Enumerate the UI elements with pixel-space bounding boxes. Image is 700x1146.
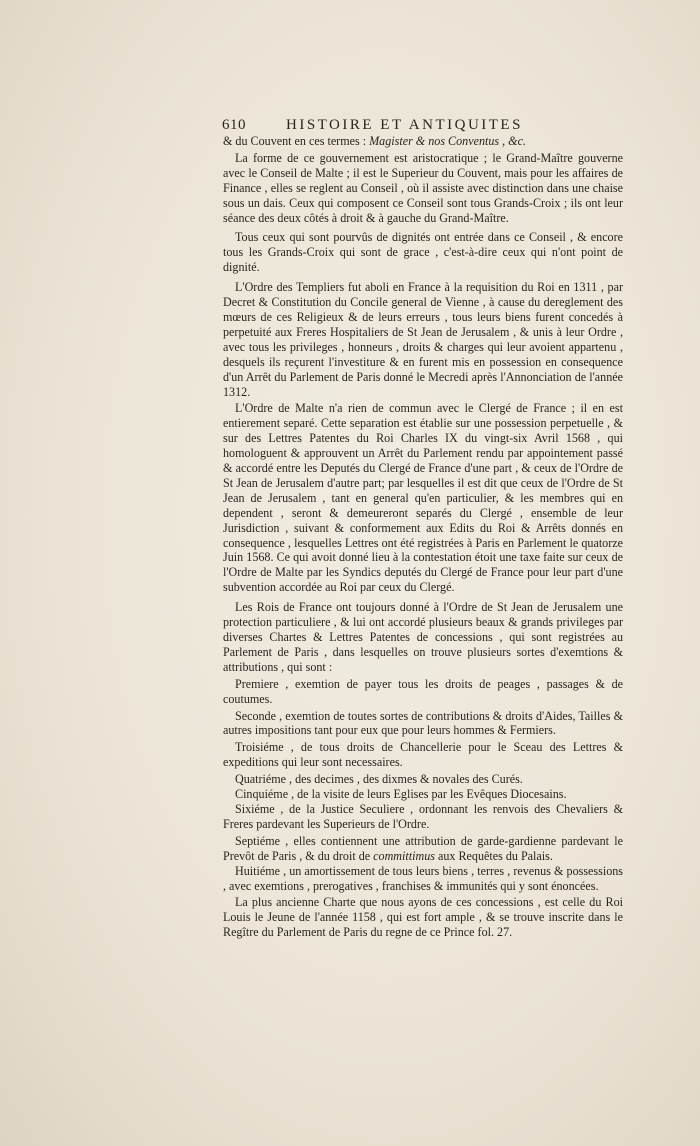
paragraph-5 [223,401,623,595]
paragraph-1-text: & du Couvent en ces termes : [223,134,370,148]
paragraph-4-text: L'Ordre des Templiers fut aboli en France à la requisition du Roi en 1311 , par Decret & Constitution du Concile general de Vienne , à cause du dereglement des mœurs de ces Religieux & de leurs erreurs , tous leurs biens furent concedés à perpetuité aux Freres Hospitaliers de St Jean de Jerusalem , & unis à leur Ordre , avec tous les privileges , honneurs , droits & charges qui leur avoient appartenu , desquels ils reçurent l'investiture & en furent mis en possession en consequence d'un Arrêt du Parlement de Paris donné le Mecredi après l'Annonciation de l'année 1312. [223,280,623,399]
paragraph-2 [223,151,623,226]
paragraph-11-text: Cinquiéme , de la visite de leurs Eglises par les Evêques Diocesains. [235,787,567,802]
paragraph-7-text: Premiere , exemtion de payer tous les droits de peages , passages & de coutumes. [223,676,623,706]
paragraph-6 [223,600,623,675]
paragraph-9 [223,740,623,770]
paragraph-11 [223,787,623,802]
paragraph-1 [223,134,623,149]
paragraph-13-text: Septiéme , elles contiennent une attribution de garde-gardienne pardevant le Prevôt de Paris , & du droit de [223,833,623,863]
paragraph-12 [223,802,623,832]
paragraph-10-text: Quatriéme , des decimes , des dixmes & novales des Curés. [235,772,523,787]
paragraph-13-tail: aux Requêtes du Palais. [434,848,553,863]
paragraph-3 [223,230,623,275]
paragraph-2-text: La forme de ce gouvernement est aristocratique ; le Grand-Maître gouverne avec le Conseil de Malte ; il est le Superieur du Couvent, mais pour les affaires de Finance , elles se reglent au Conseil , où il assiste avec distinction dans une chaise sous un dais. Ceux qui composent ce Conseil sont tous Grands-Croix ; ils ont leur séance des deux côtés à droit & à gauche du Grand-Maître. [223,150,623,225]
paragraph-13 [223,834,623,864]
paragraph-9-text: Troisiéme , de tous droits de Chancellerie pour le Sceau des Lettres & expeditions qui leur sont necessaires. [223,740,623,770]
paragraph-15 [223,895,623,940]
paragraph-5-text: L'Ordre de Malte n'a rien de commun avec le Clergé de France ; il en est entierement separé. Cette separation est établie sur une possession perpetuelle , & sur des Lettres Patentes du Roi Charles IX du vingt-six Avril 1568 , qui homologuent & approuvent un Arrêt du Parlement rendu par appointement passé & accordé entre les Deputés du Clergé de France d'une part , & ceux de l'Ordre de St Jean de Jerusalem d'autre part; par lesquelles il est dit que ceux de l'Ordre de St Jean de Jerusalem , tant en general qu'en particulier, & les membres qui en dependent , seront & demeureront separés du Clergé , ensemble de leur Jurisdiction , suivant & conformement aux Edits du Roi & Arrêts donnés en consequence , lesquelles Lettres ont été registrées à Paris en Parlement le quatorze Juin 1568. Ce qui avoit donné lieu à la contestation étoit une taxe faite sur ceux de l'Ordre de Malte par les Syndics deputés du Clergé de France pour leur part d'une subvention accordée au Roi par ceux du Clergé. [223,401,623,595]
paragraph-6-text: Les Rois de France ont toujours donné à l'Ordre de St Jean de Jerusalem une protection particuliere , & lui ont accordé plusieurs beaux & grands privileges par diverses Chartes & Lettres Patentes de concessions , qui sont registrées au Parlement de Paris , dans lesquelles on trouve plusieurs sortes d'exemtions & attributions , qui sont : [223,600,623,674]
paragraph-15-text: La plus ancienne Charte que nous ayons de ces concessions , est celle du Roi Louis le Jeune de l'année 1158 , qui est fort ample , & se trouve inscrite dans le Regître du Parlement de Paris du regne de ce Prince fol. 27. [223,895,623,940]
paragraph-8-text: Seconde , exemtion de toutes sortes de contributions & droits d'Aides, Tailles & autres impositions tant pour eux que pour leurs hommes & Fermiers. [223,708,623,738]
paragraph-7 [223,677,623,707]
page-body [223,134,623,940]
paragraph-12-text: Sixiéme , de la Justice Seculiere , ordonnant les renvois des Chevaliers & Freres pardevant les Superieurs de l'Ordre. [223,801,623,831]
paragraph-8 [223,709,623,739]
paragraph-1-italic: Magister & nos Conventus , &c. [369,134,526,148]
paragraph-14-text: Huitiéme , un amortissement de tous leurs biens , terres , revenus & possessions , avec exemtions , prerogatives , franchises & immunités qui y sont énoncées. [223,863,623,893]
paragraph-4 [223,280,623,399]
paragraph-10 [223,772,623,787]
paragraph-3-text: Tous ceux qui sont pourvûs de dignités ont entrée dans ce Conseil , & encore tous les Grands-Croix qui sont de grace , c'est-à-dire ceux qui n'ont point de dignité. [223,230,623,275]
running-title: HISTOIRE ET ANTIQUITES [286,117,523,133]
paragraph-13-italic: committimus [373,848,435,863]
paragraph-14 [223,864,623,894]
page-number: 610 [222,117,246,133]
